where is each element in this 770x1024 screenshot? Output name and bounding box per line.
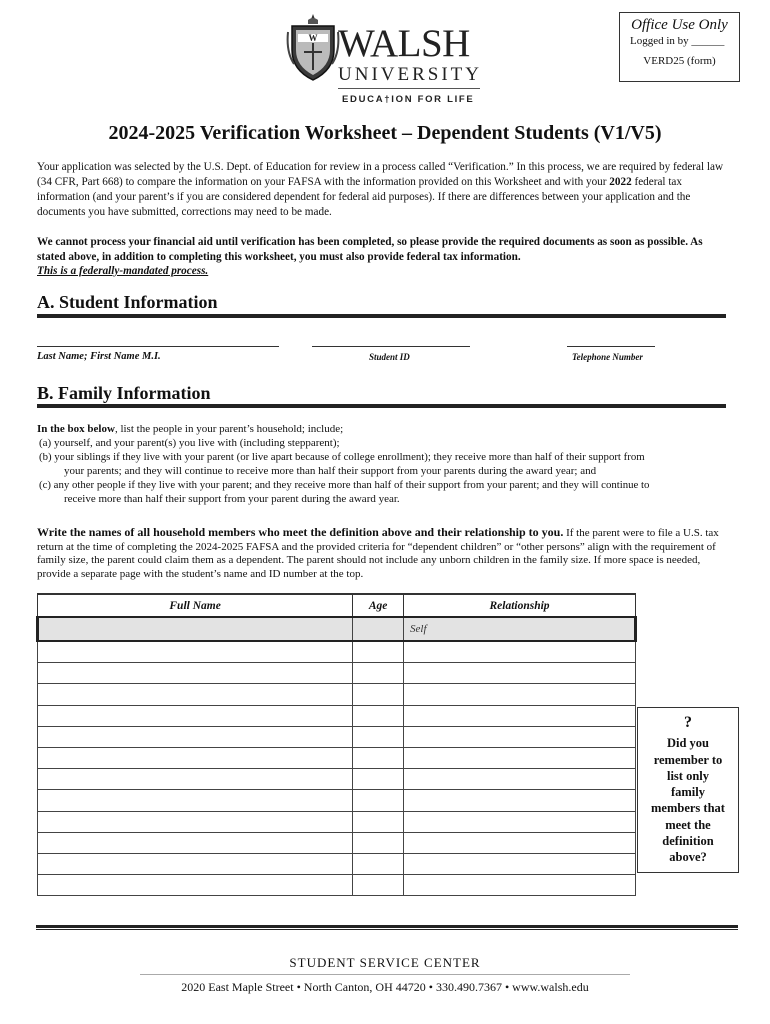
intro-text-b: federal tax information (and your parent’s if you are considered dependent for federal aid purposes). If there are differences between your application and the documents you have submitted, corrections may need to be made. [37,176,691,218]
student-id-label: Student ID [369,352,410,362]
intro-text-a: Your application was selected by the U.S. Dept. of Education for review in a process called “Verification.” In this process, we are required by federal law (34 CFR, Part 668) to compare the information on your FAFSA with the information provided on this Worksheet and with your [37,161,724,188]
household-instructions [37,526,727,582]
footer-title: STUDENT SERVICE CENTER [289,955,481,970]
name-cell[interactable] [38,663,353,684]
age-cell[interactable] [353,726,404,747]
table-row [38,663,636,684]
office-form-code: VERD25 (form) [643,55,716,67]
age-cell[interactable] [353,790,404,811]
age-cell[interactable] [353,811,404,832]
criteria-a: (a) yourself, and your parent(s) you live with (including stepparent); [39,437,340,449]
relationship-cell[interactable] [404,641,636,663]
table-row [38,853,636,874]
household-instructions-bold: Write the names of all household members who meet the definition above and their relationship to you. [37,525,564,539]
tax-year: 2022 [609,176,632,188]
name-cell[interactable] [38,769,353,790]
relationship-cell[interactable] [404,663,636,684]
name-cell[interactable] [38,811,353,832]
name-cell[interactable] [38,853,353,874]
reminder-line: remember to [653,752,723,767]
logo-subname: UNIVERSITY [338,64,482,85]
self-relationship-text: Self [410,623,427,635]
name-cell[interactable] [38,641,353,663]
logo-divider [338,88,480,89]
household-intro-rest: , list the people in your parent’s household; include; [114,423,344,435]
telephone-line[interactable] [567,346,655,347]
footer-divider [140,974,630,975]
relationship-cell[interactable] [404,769,636,790]
household-intro-bold: In the box below [37,423,115,435]
student-id-line[interactable] [312,346,470,347]
age-cell[interactable] [353,769,404,790]
self-name-cell[interactable] [38,617,353,641]
reminder-line: members that [651,801,725,816]
relationship-cell[interactable] [404,875,636,896]
section-b-heading: B. Family Information [37,383,211,403]
name-cell[interactable] [38,726,353,747]
name-cell[interactable] [38,684,353,705]
office-use-title: Office Use Only [631,17,728,33]
name-cell[interactable] [38,832,353,853]
relationship-cell[interactable] [404,726,636,747]
document-title: 2024-2025 Verification Worksheet – Dependent Students (V1/V5) [108,122,662,144]
household-members-table [36,593,637,896]
column-header-relationship: Relationship [404,594,636,617]
age-cell[interactable] [353,832,404,853]
column-header-age: Age [353,594,404,617]
footer-rule-thin [36,929,738,930]
reminder-line: definition [662,834,714,849]
table-row [38,726,636,747]
table-row [38,747,636,768]
footer-address: 2020 East Maple Street • North Canton, OH 44720 • 330.490.7367 • www.walsh.edu [181,980,589,994]
relationship-cell[interactable] [404,790,636,811]
student-name-label: Last Name; First Name M.I. [37,351,161,362]
age-cell[interactable] [353,641,404,663]
table-row [38,811,636,832]
relationship-cell[interactable] [404,811,636,832]
table-header-row [38,594,636,617]
self-relationship-cell [404,617,636,641]
section-a-rule [37,314,726,318]
criteria-b-line2: your parents; and they will continue to receive more than half their support from your parents during the award year; and [64,465,597,477]
logo-tagline: EDUCA†ION FOR LIFE [342,94,475,105]
criteria-c-line2: receive more than half their support from your parent during the award year. [64,493,400,505]
logo-wordmark: WALSH [338,22,470,65]
table-row [38,705,636,726]
table-row [38,769,636,790]
relationship-cell[interactable] [404,853,636,874]
relationship-cell[interactable] [404,832,636,853]
intro-paragraph [37,160,727,220]
relationship-cell[interactable] [404,747,636,768]
name-cell[interactable] [38,747,353,768]
svg-text:W: W [308,33,318,43]
reminder-line: meet the [665,817,711,832]
criteria-c-line1: (c) any other people if they live with your parent; and they receive more than half of their support from your parent; and they will continue to [39,479,650,491]
question-mark-icon: ? [684,714,692,731]
age-cell[interactable] [353,663,404,684]
age-cell[interactable] [353,853,404,874]
age-cell[interactable] [353,705,404,726]
reminder-line: list only [666,768,710,783]
household-intro [37,423,343,437]
telephone-label: Telephone Number [572,352,643,362]
table-row [38,790,636,811]
footer-rule [36,925,738,928]
mandated-notice: This is a federally-mandated process. [37,265,209,277]
name-cell[interactable] [38,705,353,726]
column-header-full-name: Full Name [38,594,353,617]
table-row [38,684,636,705]
student-name-line[interactable] [37,346,279,347]
section-a-heading: A. Student Information [37,292,218,312]
criteria-b-line1: (b) your siblings if they live with your parent (or live apart because of college enrollment); they receive more than half of their support from [39,451,645,463]
age-cell[interactable] [353,684,404,705]
section-b-rule [37,404,726,408]
walsh-university-logo [284,10,484,105]
reminder-line: above? [669,850,707,865]
table-row-self [38,617,636,641]
reminder-line: Did you [666,736,710,751]
table-row [38,641,636,663]
table-row [38,875,636,896]
office-logged-by: Logged in by ______ [630,35,725,47]
self-age-cell[interactable] [353,617,404,641]
university-crest-icon [286,12,340,82]
household-instructions-rest: If the parent were to file a U.S. tax return at the time of completing the 2024-2025 FAFSA and the provided criteria for “dependent children” or “other persons” align with the requirement of family size, the parent could claim them as a dependent. The parent should not include any unborn children in the family size. If more space is needed, provide a separate page with the student’s name and ID number at the top. [37,527,719,581]
reminder-line: family [670,785,706,800]
relationship-cell[interactable] [404,705,636,726]
age-cell[interactable] [353,747,404,768]
name-cell[interactable] [38,875,353,896]
processing-notice: We cannot process your financial aid until verification has been completed, so please provide the required documents as soon as possible. As stated above, in addition to completing this worksheet, you must also provide federal tax information. [37,236,703,263]
age-cell[interactable] [353,875,404,896]
reminder-box [637,707,739,873]
name-cell[interactable] [38,790,353,811]
relationship-cell[interactable] [404,684,636,705]
table-row [38,832,636,853]
office-use-box [619,12,740,82]
